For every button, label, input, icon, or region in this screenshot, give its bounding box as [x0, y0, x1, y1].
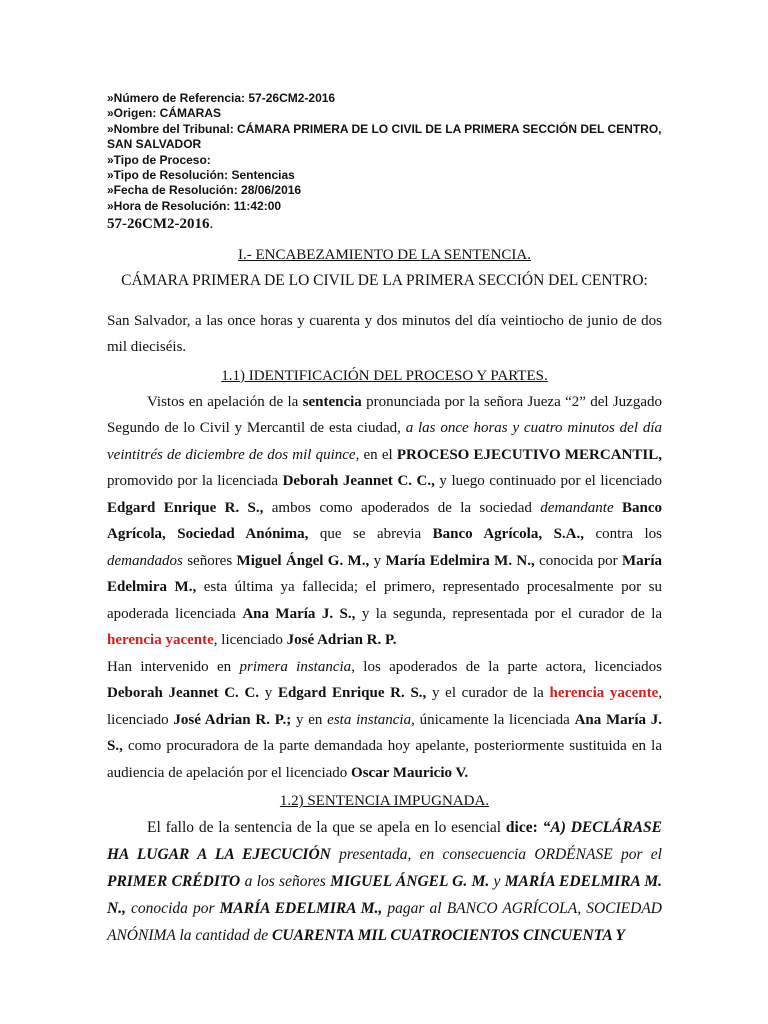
metadata-block: [107, 91, 662, 214]
text-italic: conocida por: [125, 900, 220, 918]
paragraph-intervenido: [107, 654, 662, 787]
text-span: Vistos en apelación de la: [147, 393, 303, 410]
text-span: Han intervenido en: [107, 658, 240, 675]
text-span: y el curador de la: [426, 685, 550, 702]
court-heading: CÁMARA PRIMERA DE LO CIVIL DE LA PRIMERA SECCIÓN DEL CENTRO:: [121, 272, 648, 290]
text-italic: y: [489, 873, 505, 891]
meta-numero: »Número de Referencia: 57-26CM2-2016: [107, 91, 336, 105]
text-span: esta última ya fallecida; el primero, representado procesalmente por su apoderada licenciada: [107, 579, 663, 622]
text-italic: a los señores: [240, 873, 331, 891]
text-bold-italic: PRIMER CRÉDITO: [107, 873, 241, 891]
text-bold: José Adrian R. P.: [286, 632, 397, 649]
intro-paragraph: San Salvador, a las once horas y cuarenta y dos minutos del día veintiocho de junio de dos mil dieciséis.: [107, 312, 662, 356]
text-span: , los apoderados de la parte actora, licenciados: [351, 658, 662, 675]
meta-tribunal: »Nombre del Tribunal: CÁMARA PRIMERA DE LO CIVIL DE LA PRIMERA SECCIÓN DEL CENTRO, SAN SALVADOR: [107, 121, 662, 152]
paragraph-vistos: [107, 389, 662, 654]
reference-code: [107, 214, 662, 234]
heading-encabezamiento: I.- ENCABEZAMIENTO DE LA SENTENCIA.: [237, 247, 532, 264]
text-bold: sentencia: [302, 393, 362, 410]
text-span: , únicamente la licenciada: [411, 711, 575, 728]
text-italic: demandados: [107, 552, 183, 569]
text-span: [614, 500, 622, 516]
text-italic: presentada, en consecuencia ORDÉNASE por el: [330, 846, 662, 864]
text-span: como procuradora de la parte demandada hoy apelante, posteriormente sustituida en la audiencia de apelación por el licenciado: [107, 738, 662, 781]
text-italic: esta instancia: [327, 711, 412, 728]
text-span: señores: [182, 552, 237, 569]
text-bold: Miguel Ángel G. M.,: [236, 552, 370, 569]
meta-tipo-proceso: »Tipo de Proceso:: [107, 152, 211, 167]
text-bold: Banco Agrícola, Sociedad Anónima,: [107, 499, 662, 543]
text-bold: Edgard Enrique R. S.,: [277, 685, 427, 702]
text-span: , licenciado: [213, 632, 287, 649]
meta-origen: »Origen: CÁMARAS: [107, 106, 222, 121]
text-italic: demandante: [540, 499, 614, 516]
highlight-herencia-yacente: herencia yacente: [107, 632, 214, 649]
heading-sentencia-impugnada: 1.2) SENTENCIA IMPUGNADA.: [279, 793, 490, 810]
reference-code-dot: .: [209, 216, 214, 233]
text-span: y la segunda, representada por el curador de la: [355, 605, 663, 622]
document-page: [107, 91, 662, 949]
meta-tipo-resolucion: »Tipo de Resolución: Sentencias: [107, 168, 295, 183]
text-span: ambos como apoderados de la sociedad: [263, 499, 541, 516]
text-span: que se abrevia: [308, 526, 433, 543]
text-span: promovido por la licenciada: [107, 473, 283, 490]
text-bold: María Edelmira M. N.,: [385, 552, 535, 569]
text-span: y en: [291, 711, 328, 728]
text-span: contra los: [584, 526, 662, 543]
text-bold: dice:: [505, 819, 538, 837]
text-bold-italic: MARÍA EDELMIRA M.,: [219, 900, 383, 918]
text-span: El fallo de la sentencia de la que se apela en lo esencial: [147, 819, 506, 837]
text-italic: pagar al BANCO AGRÍCOLA, SOCIEDAD ANÓNIMA la cantidad de: [107, 900, 662, 945]
meta-hora: »Hora de Resolución: 11:42:00: [107, 198, 282, 213]
text-span: y luego continuado por el licenciado: [434, 473, 662, 490]
text-span: , licenciado: [107, 685, 662, 728]
text-bold: Ana María J. S.,: [242, 605, 356, 622]
text-span: y: [369, 552, 386, 569]
text-bold: María Edelmira M.,: [107, 552, 662, 596]
heading-identificacion: 1.1) IDENTIFICACIÓN DEL PROCESO Y PARTES.: [221, 367, 548, 384]
text-bold-italic: MARÍA EDELMIRA M. N.,: [107, 873, 663, 918]
text-bold: Deborah Jeannet C. C.: [107, 685, 260, 702]
text-bold: José Adrian R. P.;: [173, 711, 292, 728]
text-span: , en el: [355, 446, 397, 463]
text-italic: a las once horas y cuatro minutos del día veintitrés de diciembre de dos mil quince: [107, 420, 662, 463]
text-bold: Oscar Mauricio V.: [351, 764, 469, 781]
text-bold: Edgard Enrique R. S.,: [107, 499, 264, 516]
text-bold: PROCESO EJECUTIVO MERCANTIL,: [396, 446, 662, 463]
text-bold: Ana María J. S.,: [107, 711, 662, 755]
reference-code-text: 57-26CM2-2016: [107, 216, 210, 233]
text-bold-italic: “A) DECLÁRASE HA LUGAR A LA EJECUCIÓN: [107, 819, 663, 864]
text-span: y: [259, 685, 278, 702]
text-span: conocida por: [534, 552, 622, 569]
text-span: pronunciada por la señora Jueza “2” del Juzgado Segundo de lo Civil y Mercantil de esta ciudad,: [107, 393, 662, 437]
highlight-herencia-yacente: herencia yacente: [549, 685, 659, 702]
text-bold: Deborah Jeannet C. C.,: [282, 473, 435, 490]
paragraph-fallo: [107, 814, 662, 949]
text-bold-italic: CUARENTA MIL CUATROCIENTOS CINCUENTA Y: [272, 927, 625, 945]
text-italic: primera instancia: [239, 658, 352, 675]
text-bold: Banco Agrícola, S.A.,: [432, 526, 584, 543]
meta-fecha: »Fecha de Resolución: 28/06/2016: [107, 183, 302, 198]
text-bold-italic: MIGUEL ÁNGEL G. M.: [330, 873, 490, 891]
